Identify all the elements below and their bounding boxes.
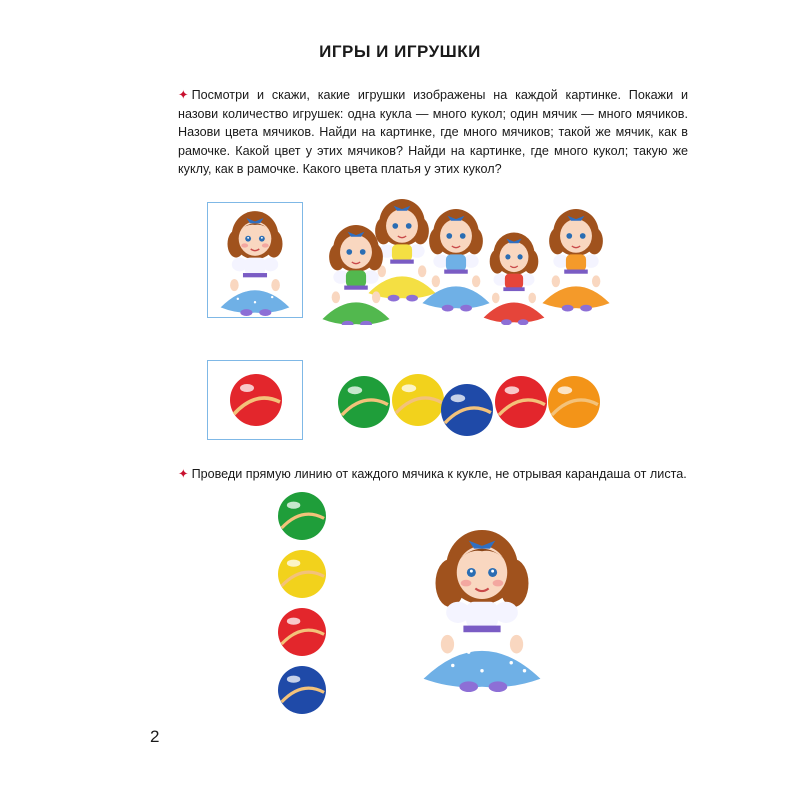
- doll-figure: [424, 530, 541, 692]
- task-2-instruction: Проведи прямую линию от каждого мячика к кукле, не отрывая карандаша от листа.: [191, 467, 687, 481]
- red-dress-doll-icon: [484, 233, 545, 325]
- big-doll-illustration: [412, 522, 552, 692]
- page-number: 2: [150, 727, 160, 746]
- page-title: ИГРЫ И ИГРУШКИ: [319, 42, 481, 61]
- task-1-text: [178, 86, 688, 179]
- doll-figure: [221, 211, 290, 316]
- red-ball-icon: [230, 374, 282, 426]
- green-ball-icon: [338, 376, 390, 428]
- blue-dress-doll-icon: [422, 209, 489, 311]
- yellow-ball-icon: [392, 374, 444, 426]
- orange-dress-doll-icon: [542, 209, 609, 311]
- bullet-star-icon: ✦: [178, 467, 189, 481]
- orange-ball-icon: [548, 376, 600, 428]
- task-2-text: [178, 465, 688, 484]
- dolls-group-illustration: [314, 190, 618, 325]
- balls-column-illustration: [274, 488, 330, 718]
- red-ball-icon: [495, 376, 547, 428]
- framed-ball-illustration: [228, 372, 284, 428]
- blue-ball-icon: [278, 666, 326, 714]
- task-1-instruction: Посмотри и скажи, какие игрушки изображены на каждой картинке. Покажи и назови количество игрушек: одна кукла — много кукол; один мячик — много мячиков. Назови цвета мячиков. Найди на картинке, где много мячиков; такой же мячик, как в рамочке. Какой цвет у этих мячиков? Найди на картинке, где много кукол; такую же куклу, как в рамочке. Какого цвета платья у этих кукол?: [178, 88, 688, 177]
- balls-group-illustration: [336, 372, 606, 438]
- red-ball-icon: [278, 608, 326, 656]
- framed-doll-illustration: [212, 206, 298, 316]
- green-ball-icon: [278, 492, 326, 540]
- blue-ball-icon: [441, 384, 493, 436]
- yellow-ball-icon: [278, 550, 326, 598]
- bullet-star-icon: ✦: [178, 88, 189, 102]
